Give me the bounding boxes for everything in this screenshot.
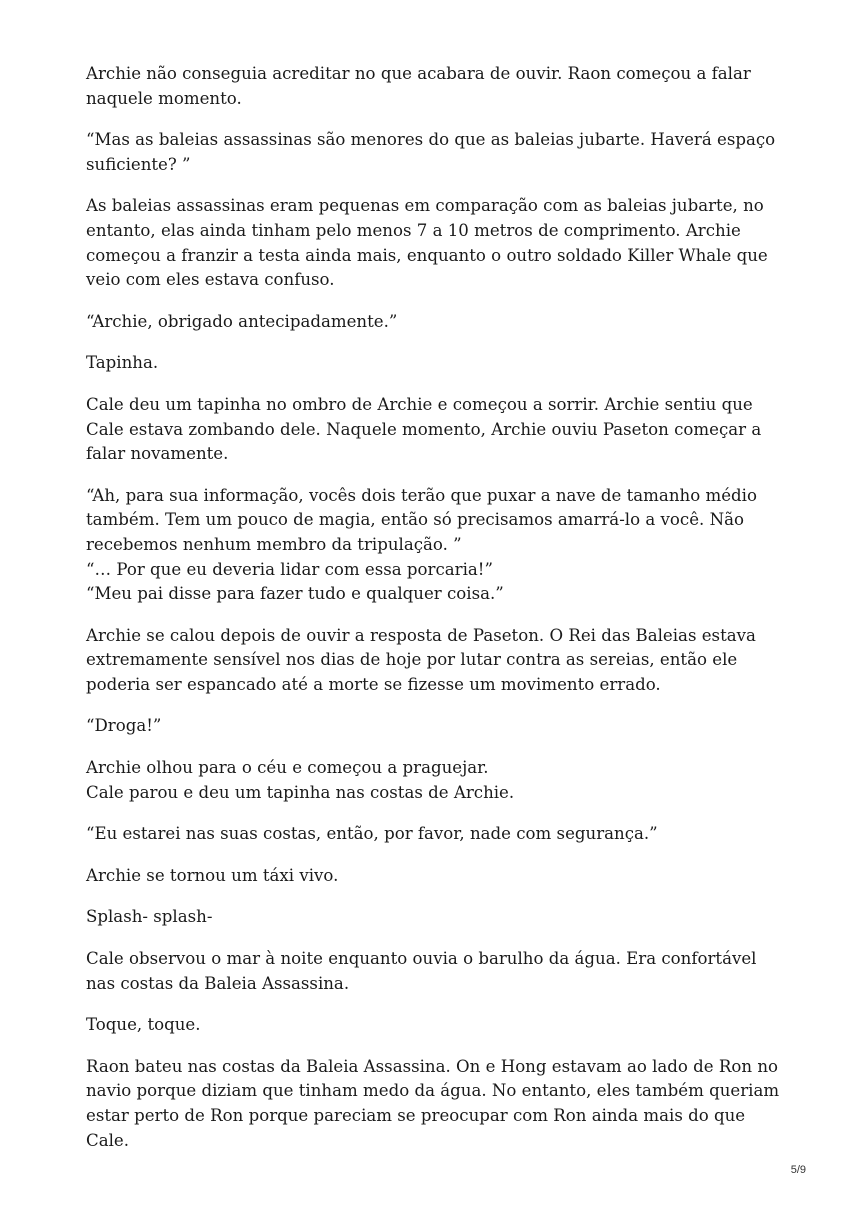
- paragraph: Toque, toque.: [86, 1015, 201, 1035]
- dialogue-block: [86, 756, 786, 805]
- dialogue-line: “Meu pai disse para fazer tudo e qualquer coisa.”: [86, 584, 504, 604]
- paragraph: Archie não conseguia acreditar no que acabara de ouvir. Raon começou a falar naquele momento.: [86, 64, 751, 108]
- dialogue-line: “… Por que eu deveria lidar com essa porcaria!”: [86, 559, 493, 579]
- dialogue-line: “Ah, para sua informação, vocês dois terão que puxar a nave de tamanho médio também. Tem um pouco de magia, então só precisamos amarrá-lo a você. Não recebemos nenhum membro da tripulação. ”: [86, 485, 757, 554]
- text-line: Archie olhou para o céu e começou a praguejar.: [86, 758, 489, 778]
- paragraph: Raon bateu nas costas da Baleia Assassina. On e Hong estavam ao lado de Ron no navio porque diziam que tinham medo da água. No entanto, eles também queriam estar perto de Ron porque pareciam se preocupar com Ron ainda mais do que Cale.: [86, 1056, 780, 1150]
- dialogue-block: [86, 484, 786, 607]
- page-number: 5/9: [790, 1164, 806, 1176]
- paragraph: Splash- splash-: [86, 907, 213, 927]
- paragraph: Archie se tornou um táxi vivo.: [86, 865, 339, 885]
- paragraph: Archie se calou depois de ouvir a resposta de Paseton. O Rei das Baleias estava extremamente sensível nos dias de hoje por lutar contra as sereias, então ele poderia ser espancado até a morte se fizesse um movimento errado.: [86, 625, 756, 694]
- paragraph: “Eu estarei nas suas costas, então, por favor, nade com segurança.”: [86, 824, 658, 844]
- paragraph: “Droga!”: [86, 716, 162, 736]
- paragraph: “Mas as baleias assassinas são menores do que as baleias jubarte. Haverá espaço suficiente? ”: [86, 130, 776, 174]
- paragraph: Cale deu um tapinha no ombro de Archie e começou a sorrir. Archie sentiu que Cale estava zombando dele. Naquele momento, Archie ouviu Paseton começar a falar novamente.: [86, 394, 762, 464]
- paragraph: Tapinha.: [86, 353, 159, 373]
- paragraph: Cale observou o mar à noite enquanto ouvia o barulho da água. Era confortável nas costas da Baleia Assassina.: [86, 949, 757, 993]
- document-body: [86, 62, 786, 1170]
- text-line: Cale parou e deu um tapinha nas costas de Archie.: [86, 782, 515, 802]
- paragraph: As baleias assassinas eram pequenas em comparação com as baleias jubarte, no entanto, elas ainda tinham pelo menos 7 a 10 metros de comprimento. Archie começou a franzir a testa ainda mais, enquanto o outro soldado Killer Whale que veio com eles estava confuso.: [86, 196, 768, 290]
- paragraph: “Archie, obrigado antecipadamente.”: [86, 311, 398, 331]
